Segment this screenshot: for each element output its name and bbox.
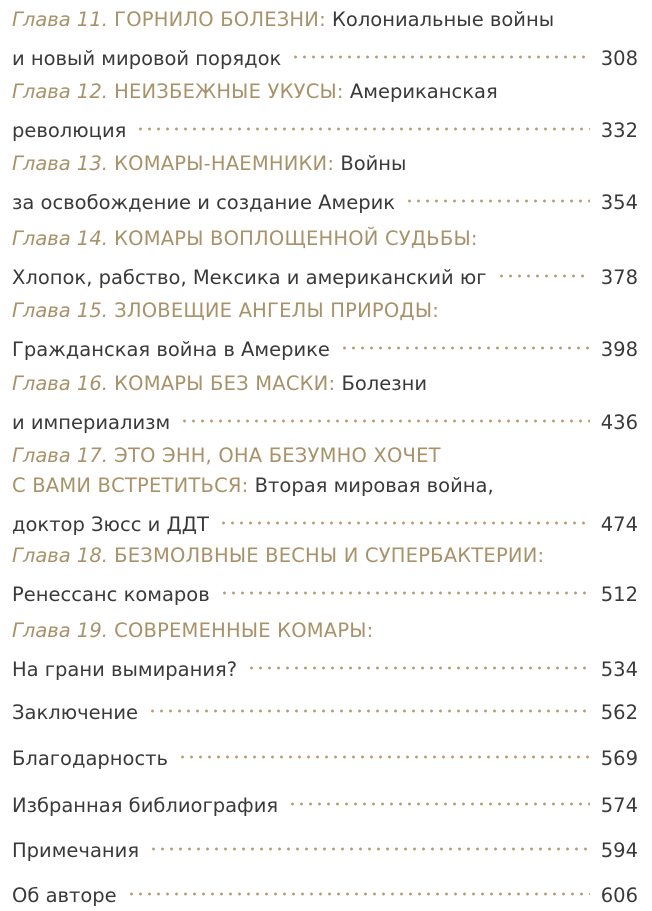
chapter-number: Глава 11.	[12, 8, 108, 31]
toc-entry-conclusion[interactable]	[12, 689, 638, 724]
page-number: 606	[600, 884, 638, 907]
toc-heading-line	[12, 77, 638, 107]
dot-leader	[291, 35, 590, 65]
page-number: 398	[600, 338, 638, 361]
section-title: Благодарность	[12, 747, 169, 770]
toc-leader-line	[12, 399, 638, 434]
chapter-subtitle-end: и империализм	[12, 411, 171, 434]
chapter-title: НЕИЗБЕЖНЫЕ УКУСЫ:	[114, 80, 344, 103]
chapter-subtitle: Американская	[349, 80, 498, 103]
chapter-title: ЗЛОВЕЩИЕ АНГЕЛЫ ПРИРОДЫ:	[114, 299, 439, 322]
section-title: Избранная библиография	[12, 794, 279, 817]
dot-leader	[497, 254, 590, 284]
chapter-title: КОМАРЫ БЕЗ МАСКИ:	[114, 372, 336, 395]
toc-entry-chapter-11[interactable]	[12, 5, 638, 70]
toc-heading-line	[12, 5, 638, 35]
toc-heading-line	[12, 441, 638, 471]
toc-leader-line	[12, 254, 638, 289]
dot-leader	[220, 571, 590, 601]
chapter-subtitle-end: Гражданская война в Америке	[12, 338, 330, 361]
section-title: Примечания	[12, 839, 140, 862]
page-number: 332	[600, 119, 638, 142]
toc-entry-chapter-16[interactable]	[12, 369, 638, 434]
chapter-subtitle: Войны	[340, 152, 407, 175]
toc-heading-line	[12, 296, 638, 326]
toc-leader-line	[12, 179, 638, 214]
toc-heading-line	[12, 369, 638, 399]
toc-entry-chapter-18[interactable]	[12, 541, 638, 606]
chapter-title: БЕЗМОЛВНЫЕ ВЕСНЫ И СУПЕРБАКТЕРИИ:	[114, 544, 545, 567]
chapter-number: Глава 13.	[12, 152, 108, 175]
chapter-title-cont: С ВАМИ ВСТРЕТИТЬСЯ:	[12, 474, 249, 497]
dot-leader	[405, 179, 590, 209]
dot-leader	[247, 646, 590, 676]
chapter-title: ГОРНИЛО БОЛЕЗНИ:	[114, 8, 326, 31]
page-number: 574	[600, 794, 638, 817]
dot-leader	[288, 782, 590, 812]
toc-entry-about-author[interactable]	[12, 872, 638, 907]
toc-heading-line	[12, 616, 638, 646]
page-number: 354	[600, 191, 638, 214]
page-number: 569	[600, 747, 638, 770]
dot-leader	[127, 872, 590, 902]
section-title: Заключение	[12, 701, 139, 724]
page-number: 562	[600, 701, 638, 724]
chapter-subtitle-end: На грани вымирания?	[12, 658, 238, 681]
toc-leader-line	[12, 782, 638, 817]
dot-leader	[219, 501, 590, 531]
page-number: 474	[600, 513, 638, 536]
toc-entry-chapter-13[interactable]	[12, 149, 638, 214]
toc-leader-line	[12, 571, 638, 606]
toc-entry-chapter-12[interactable]	[12, 77, 638, 142]
toc-entry-notes[interactable]	[12, 827, 638, 862]
dot-leader	[149, 827, 590, 857]
chapter-number: Глава 16.	[12, 372, 108, 395]
chapter-number: Глава 17.	[12, 444, 108, 467]
toc-entry-chapter-19[interactable]	[12, 616, 638, 681]
chapter-title: КОМАРЫ-НАЕМНИКИ:	[114, 152, 335, 175]
toc-leader-line	[12, 646, 638, 681]
page-number: 308	[600, 47, 638, 70]
toc-entry-bibliography[interactable]	[12, 782, 638, 817]
chapter-title: КОМАРЫ ВОПЛОЩЕННОЙ СУДЬБЫ:	[114, 227, 478, 250]
dot-leader	[148, 689, 590, 719]
toc-entry-chapter-17[interactable]	[12, 441, 638, 536]
toc-leader-line	[12, 735, 638, 770]
chapter-subtitle: Вторая мировая война,	[254, 474, 494, 497]
dot-leader	[340, 326, 590, 356]
dot-leader	[180, 399, 590, 429]
toc-heading-line	[12, 541, 638, 571]
page-number: 378	[600, 266, 638, 289]
toc-entry-acknowledgements[interactable]	[12, 735, 638, 770]
page-number: 534	[600, 658, 638, 681]
toc-entry-chapter-15[interactable]	[12, 296, 638, 361]
chapter-number: Глава 19.	[12, 619, 108, 642]
toc-leader-line	[12, 107, 638, 142]
toc-heading-line	[12, 224, 638, 254]
chapter-number: Глава 15.	[12, 299, 108, 322]
dot-leader	[136, 107, 590, 137]
toc-entry-chapter-14[interactable]	[12, 224, 638, 289]
page-number: 594	[600, 839, 638, 862]
chapter-subtitle-end: революция	[12, 119, 127, 142]
chapter-subtitle-end: за освобождение и создание Америк	[12, 191, 396, 214]
page-number: 512	[600, 583, 638, 606]
toc-leader-line	[12, 827, 638, 862]
toc-leader-line	[12, 35, 638, 70]
section-title: Об авторе	[12, 884, 117, 907]
toc-leader-line	[12, 689, 638, 724]
page-number: 436	[600, 411, 638, 434]
chapter-title: ЭТО ЭНН, ОНА БЕЗУМНО ХОЧЕТ	[114, 444, 441, 467]
toc-leader-line	[12, 872, 638, 907]
chapter-subtitle-end: Хлопок, рабство, Мексика и американский юг	[12, 266, 487, 289]
dot-leader	[178, 735, 590, 765]
chapter-title: СОВРЕМЕННЫЕ КОМАРЫ:	[114, 619, 374, 642]
chapter-subtitle: Болезни	[341, 372, 428, 395]
chapter-number: Глава 12.	[12, 80, 108, 103]
chapter-subtitle-end: доктор Зюсс и ДДТ	[12, 513, 209, 536]
toc-heading-line-2	[12, 471, 638, 501]
chapter-subtitle: Колониальные войны	[332, 8, 555, 31]
chapter-subtitle-end: Ренессанс комаров	[12, 583, 210, 606]
chapter-subtitle-end: и новый мировой порядок	[12, 47, 282, 70]
toc-heading-line	[12, 149, 638, 179]
chapter-number: Глава 14.	[12, 227, 108, 250]
toc-leader-line	[12, 501, 638, 536]
toc-leader-line	[12, 326, 638, 361]
chapter-number: Глава 18.	[12, 544, 108, 567]
